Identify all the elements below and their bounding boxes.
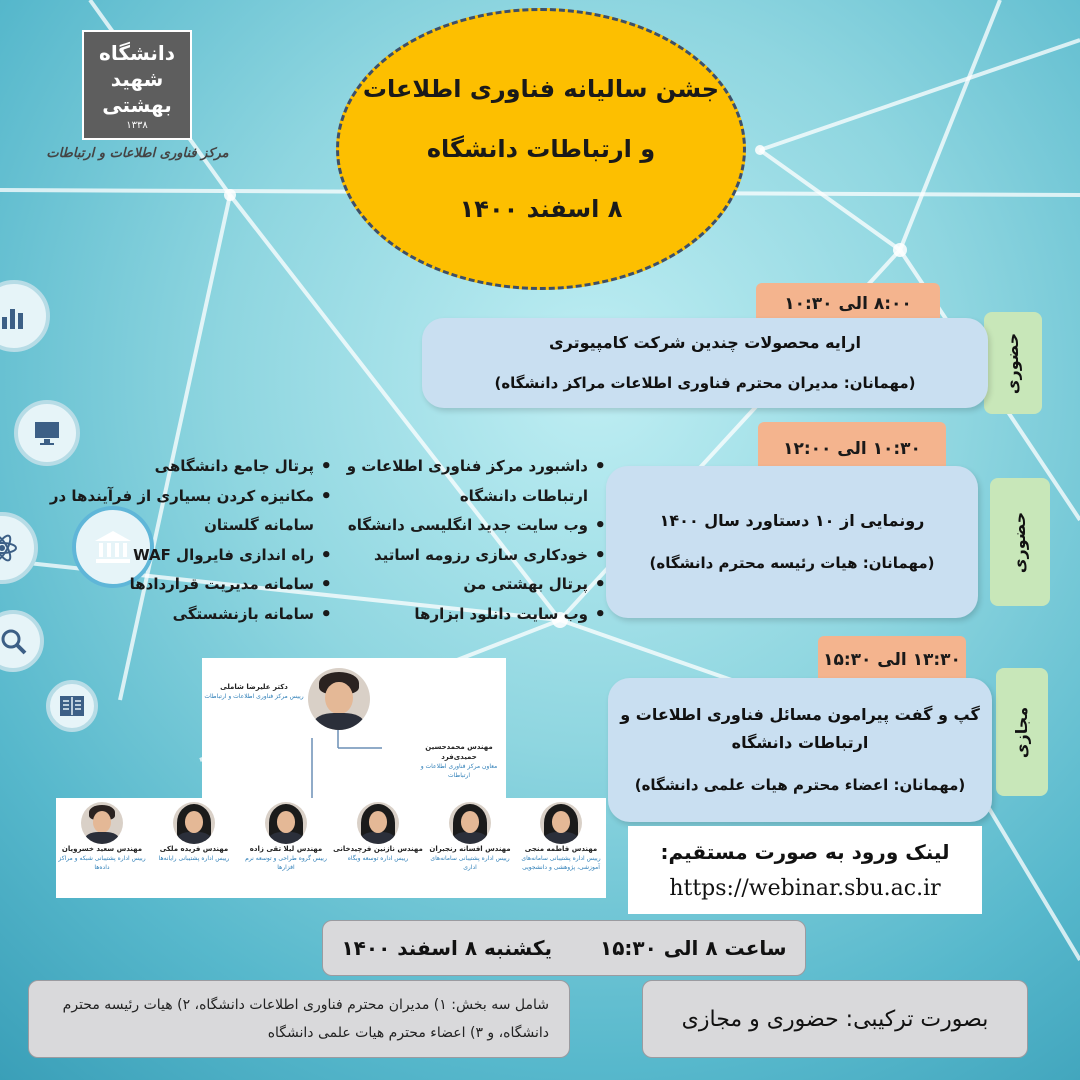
session-3-card [608, 678, 992, 822]
webinar-link[interactable]: https://webinar.sbu.ac.ir [669, 875, 941, 901]
session-1-mode: حضوری [1003, 332, 1023, 394]
head-role: رییس مرکز فناوری اطلاعات و ارتباطات [204, 693, 304, 700]
member-role: رییس اداره پشتیبانی رایانه‌ها [158, 855, 230, 862]
list-item: • سامانه بازنشستگی [42, 600, 332, 630]
session-3-mode-tab [996, 668, 1048, 796]
team-member [516, 802, 606, 872]
event-title-date: ۸ اسفند ۱۴۰۰ [459, 195, 623, 223]
member-name: مهندس لیلا تقی زاده [249, 845, 323, 853]
mixed-mode-box [642, 980, 1028, 1058]
team-member [240, 802, 332, 872]
session-1-time: ۸:۰۰ الی ۱۰:۳۰ [756, 283, 940, 325]
session-1-card [422, 318, 988, 408]
member-name: مهندس نازنین فرچیدخانی [333, 845, 423, 853]
member-role: رییس اداره پشتیبانی سامانه‌های اداری [430, 855, 510, 871]
member-name: مهندس فاطمه منجی [524, 845, 598, 853]
list-item: • وب سایت دانلود ابزارها [346, 600, 606, 630]
mixed-mode-text: بصورت ترکیبی: حضوری و مجازی [681, 1006, 989, 1032]
list-item: • مکانیزه کردن بسیاری از فرآیندها در [42, 482, 332, 512]
member-name: مهندس فریده ملکی [159, 845, 229, 853]
session-1-title: ارایه محصولات چندین شرکت کامپیوتری [549, 333, 861, 352]
session-3-title-line-1: گپ و گفت پیرامون مسائل فناوری اطلاعات و [620, 705, 980, 724]
member-role: رییس اداره توسعه وبگاه [347, 855, 409, 862]
team-member [148, 802, 240, 863]
member-role: رییس گروه طراحی و توسعه نرم افزارها [245, 855, 327, 871]
member-role: رییس اداره پشتیبانی شبکه و مراکز داده‌ها [58, 855, 146, 871]
member-role: رییس اداره پشتیبانی سامانه‌های آموزشی، پژوهشی و دانشجویی [521, 855, 601, 871]
event-title-line-2: و ارتباطات دانشگاه [426, 135, 656, 163]
list-item: ارتباطات دانشگاه [459, 486, 588, 505]
book-icon [46, 680, 98, 732]
achievements-list-left [42, 452, 332, 629]
university-logo [82, 30, 192, 140]
team-member [424, 802, 516, 872]
session-2-mode: حضوری [1010, 511, 1030, 573]
logo-name-line-3: بهشتی [102, 92, 172, 117]
list-item: • سامانه مدیریت قراردادها [42, 570, 332, 600]
session-2-card [606, 466, 978, 618]
list-item: • پرتال بهشتی من [346, 570, 606, 600]
session-1-guests: (مهمانان: مدیران محترم فناوری اطلاعات مراکز دانشگاه) [494, 374, 916, 392]
achievements-list-right [346, 452, 606, 629]
list-item: • خودکاری سازی رزومه اساتید [346, 541, 606, 571]
session-1-mode-tab [984, 312, 1042, 414]
team-member [332, 802, 424, 863]
event-hours: ساعت ۸ الی ۱۵:۳۰ [599, 936, 787, 960]
date-time-bar [322, 920, 806, 976]
logo-year: ۱۳۳۸ [126, 119, 148, 131]
session-3-time: ۱۳:۳۰ الی ۱۵:۳۰ [818, 636, 966, 684]
member-avatar [81, 802, 123, 844]
session-3-mode: مجازی [1012, 706, 1032, 758]
description-text: شامل سه بخش: ۱) مدیران محترم فناوری اطلاعات دانشگاه، ۲) هیات رئیسه محترم دانشگاه، و ۳) اعضاء محترم هیات علمی دانشگاه [62, 997, 549, 1041]
member-name: مهندس سعید خسرویان [61, 845, 143, 853]
list-item: • راه اندازی فایروال WAF [42, 541, 332, 571]
session-2-guests: (مهمانان: هیات رئیسه محترم دانشگاه) [649, 554, 935, 572]
session-3-guests: (مهمانان: اعضاء محترم هیات علمی دانشگاه) [634, 776, 966, 794]
head-name: دکتر علیرضا شاملی [220, 683, 288, 691]
head-avatar [308, 668, 370, 730]
team-leadership-card [202, 658, 506, 798]
session-2-time: ۱۰:۳۰ الی ۱۲:۰۰ [758, 422, 946, 476]
list-item: • داشبورد مرکز فناوری اطلاعات و [346, 452, 606, 482]
logo-subtitle: مرکز فناوری اطلاعات و ارتباطات [46, 146, 229, 161]
list-item: سامانه گلستان [204, 516, 314, 534]
logo-name-line-2: شهید [110, 66, 164, 91]
logo-name-line-1: دانشگاه [99, 40, 175, 65]
list-item: • پرتال جامع دانشگاهی [42, 452, 332, 482]
session-2-mode-tab [990, 478, 1050, 606]
session-3-title-line-2: ارتباطات دانشگاه [731, 733, 869, 752]
list-item: • وب سایت جدید انگلیسی دانشگاه [346, 511, 606, 541]
session-2-title: رونمایی از ۱۰ دستاورد سال ۱۴۰۰ [659, 511, 925, 530]
member-avatar [173, 802, 215, 844]
webinar-link-label: لینک ورود به صورت مستقیم: [660, 839, 950, 864]
member-avatar [449, 802, 491, 844]
member-avatar [357, 802, 399, 844]
deputy-role: معاون مرکز فناوری اطلاعات و ارتباطات [420, 763, 498, 779]
description-box [28, 980, 570, 1058]
team-members-card [56, 798, 606, 898]
webinar-link-box [628, 826, 982, 914]
event-day: یکشنبه ۸ اسفند ۱۴۰۰ [341, 936, 552, 960]
event-title-badge [336, 8, 746, 290]
event-title-line-1: جشن سالیانه فناوری اطلاعات [362, 75, 720, 103]
member-avatar [265, 802, 307, 844]
member-avatar [540, 802, 582, 844]
member-name: مهندس افسانه رنجبران [429, 845, 511, 853]
deputy-name: مهندس محمدحسین حمیدی‌فرد [425, 743, 493, 761]
team-member [56, 802, 148, 872]
